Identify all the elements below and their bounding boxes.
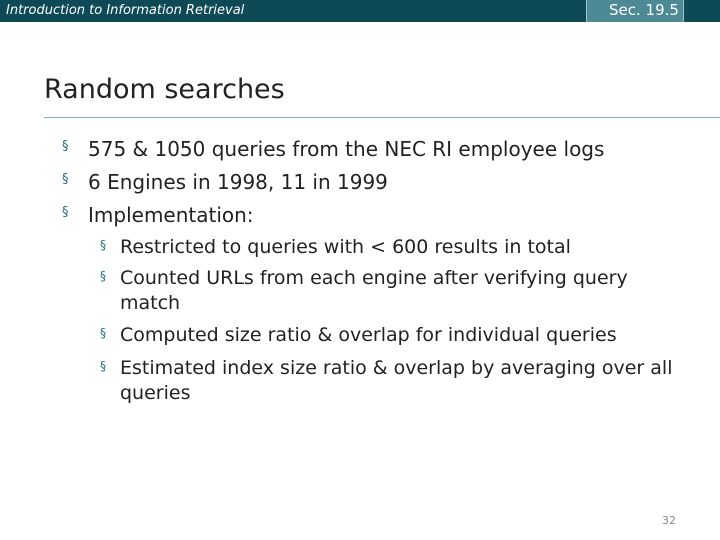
slide-title: Random searches <box>44 74 285 105</box>
title-divider <box>44 117 720 118</box>
bullet-text: Implementation: <box>88 203 254 227</box>
sub-bullet-text: Computed size ratio & overlap for individual queries <box>120 324 617 346</box>
section-label: Sec. 19.5 <box>609 1 679 19</box>
sub-bullet-text: Estimated index size ratio & overlap by averaging over all <box>120 357 673 379</box>
bullet-text: 575 & 1050 queries from the NEC RI employee logs <box>88 137 605 161</box>
bullet-marker: § <box>62 172 69 187</box>
header-bar <box>0 0 720 22</box>
sub-bullet-text: Counted URLs from each engine after verifying query <box>120 267 628 289</box>
bullet-marker: § <box>62 205 69 220</box>
bullet-marker: § <box>100 238 106 252</box>
section-tab <box>586 0 684 22</box>
bullet-marker: § <box>100 326 106 340</box>
sub-bullet-text: Restricted to queries with < 600 results in total <box>120 236 571 258</box>
bullet-text: 6 Engines in 1998, 11 in 1999 <box>88 170 388 194</box>
bullet-marker: § <box>100 269 106 283</box>
sub-bullet-text: queries <box>120 382 191 404</box>
page-number: 32 <box>662 514 676 527</box>
course-title: Introduction to Information Retrieval <box>6 3 245 18</box>
bullet-marker: § <box>62 139 69 154</box>
bullet-marker: § <box>100 359 106 373</box>
sub-bullet-text: match <box>120 292 181 314</box>
